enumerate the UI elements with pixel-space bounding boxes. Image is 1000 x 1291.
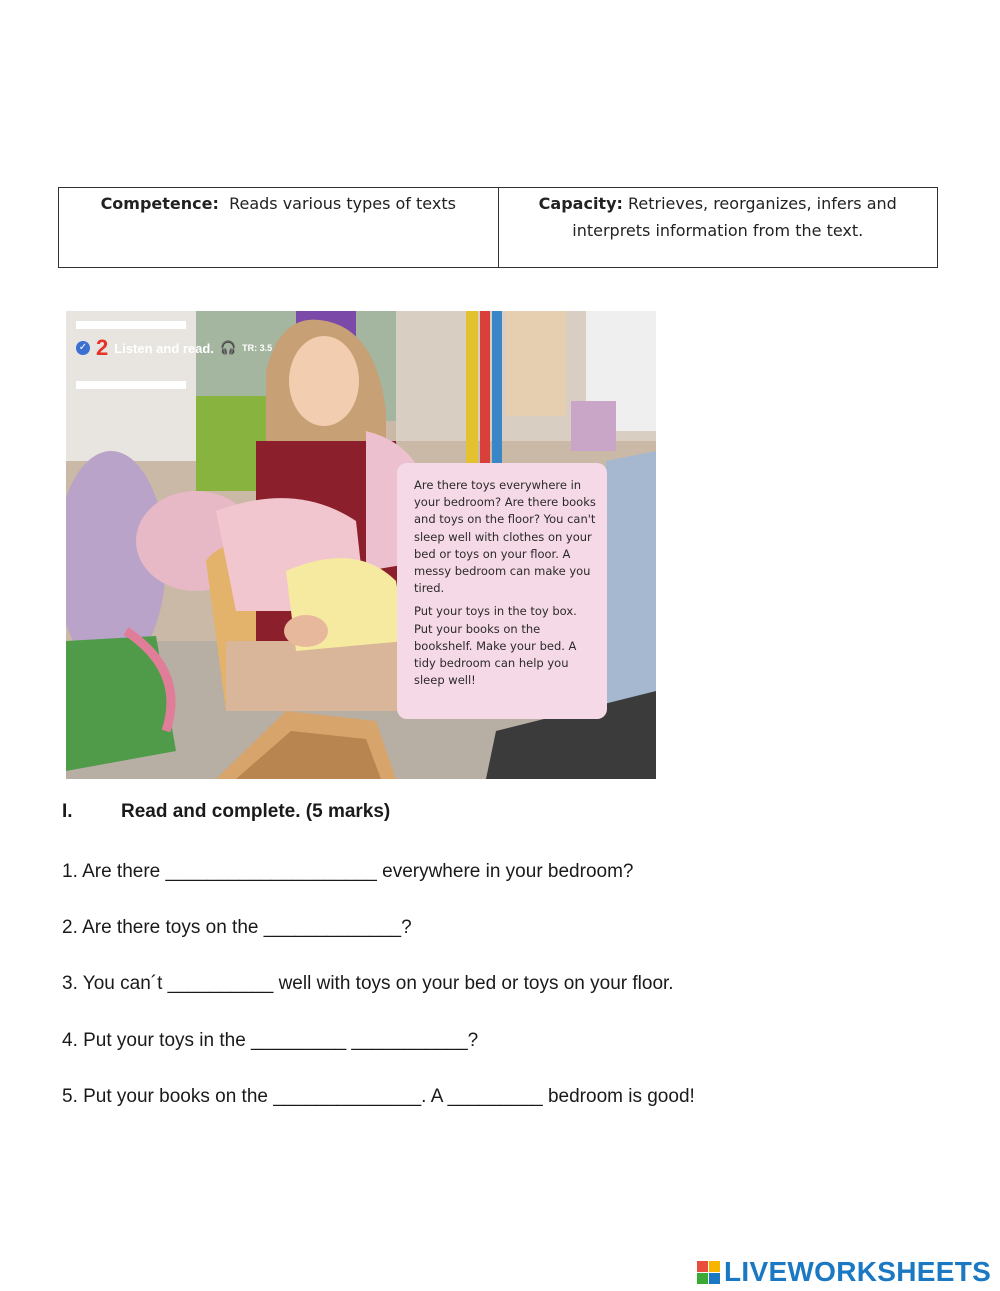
competence-capacity-table: [58, 187, 938, 268]
capacity-label: Capacity:: [538, 194, 623, 213]
lesson-number: 2: [96, 335, 109, 360]
liveworksheets-logo: [697, 1256, 991, 1288]
logo-text: LIVEWORKSHEETS: [724, 1256, 992, 1287]
logo-block: [709, 1273, 720, 1284]
competence-text: Reads various types of texts: [229, 194, 456, 213]
capacity-text: Retrieves, reorganizes, infers and interprets information from the text.: [572, 194, 897, 240]
listen-and-read-label: [76, 335, 272, 361]
logo-block: [697, 1261, 708, 1272]
question-3: 3. You can´t __________ well with toys on your bed or toys on your floor.: [62, 973, 674, 994]
competence-label: Competence:: [100, 194, 219, 213]
headphones-icon: 🎧: [219, 340, 237, 355]
capacity-cell: [498, 188, 938, 267]
question-1: 1. Are there ____________________ everywhere in your bedroom?: [62, 861, 634, 882]
track-number: TR: 3.5: [242, 343, 273, 353]
instruction-text: Listen and read.: [114, 340, 214, 356]
exercise-title: Read and complete. (5 marks): [121, 801, 391, 822]
messy-bedroom-illustration: [66, 311, 656, 779]
reading-paragraph-2: Put your toys in the toy box. Put your books on the bookshelf. Make your bed. A tidy bedroom can help you sleep well!: [414, 604, 577, 688]
reading-text-box: [397, 463, 607, 719]
question-5: 5. Put your books on the ______________. A _________ bedroom is good!: [62, 1086, 695, 1107]
checkmark-icon: ✓: [76, 341, 90, 355]
logo-block: [697, 1273, 708, 1284]
logo-block: [709, 1261, 720, 1272]
question-2: 2. Are there toys on the _____________?: [62, 917, 412, 938]
exercise-number: I.: [62, 801, 73, 822]
exercise-heading: [62, 801, 390, 823]
logo-blocks-icon: [697, 1261, 720, 1284]
competence-cell: [59, 188, 498, 267]
question-4: 4. Put your toys in the _________ ___________?: [62, 1030, 479, 1051]
reading-paragraph-1: Are there toys everywhere in your bedroom? Are there books and toys on the floor? You can't sleep well with clothes on your bed or toys on your floor. A messy bedroom can make you tired.: [414, 478, 596, 596]
